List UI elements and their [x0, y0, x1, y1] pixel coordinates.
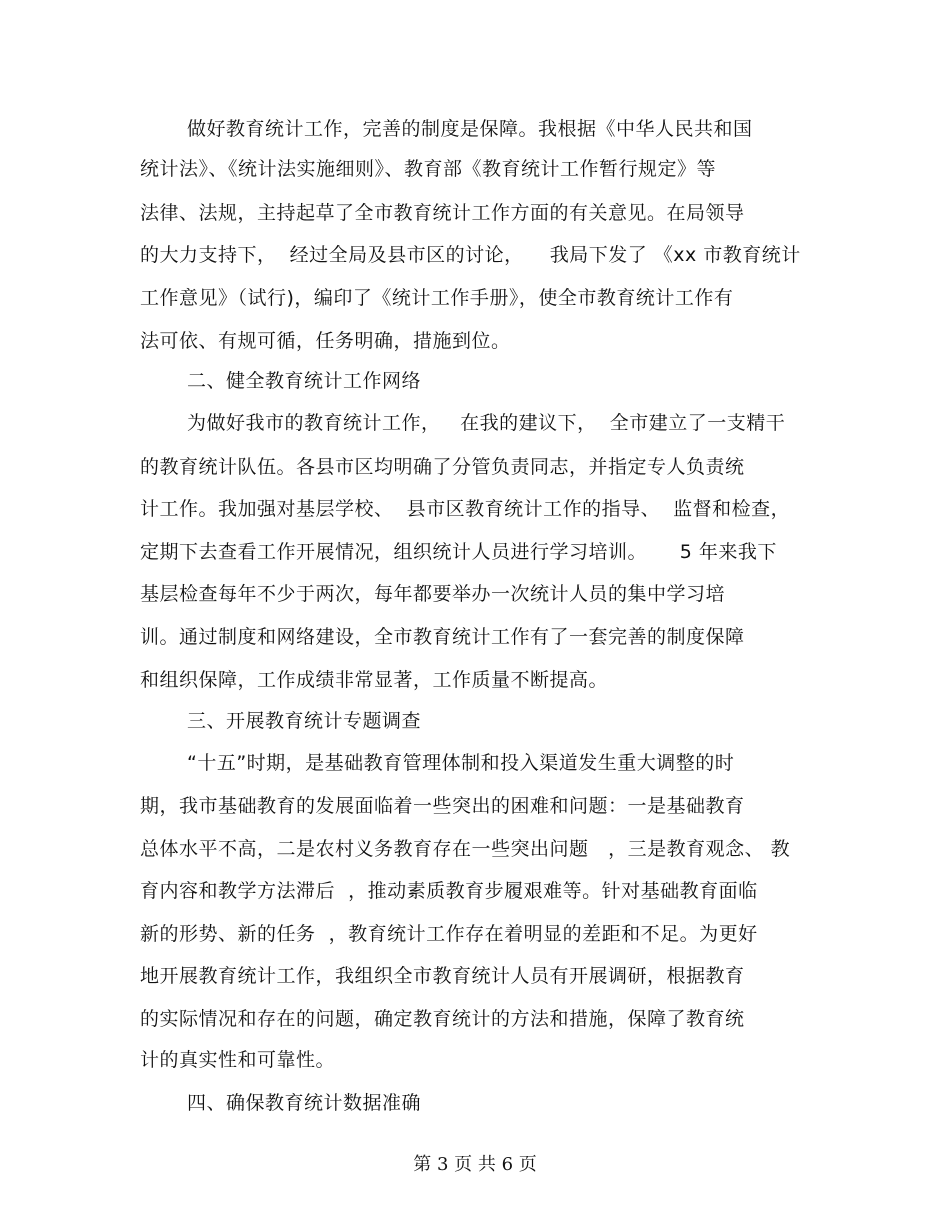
paragraph-2-line-3: 计工作。我加强对基层学校、 县市区教育统计工作的指导、 监督和检查，: [140, 498, 791, 520]
paragraph-3-line-6: 地开展教育统计工作，我组织全市教育统计人员有开展调研，根据教育: [140, 965, 745, 987]
page-footer: 第 3 页 共 6 页: [413, 1154, 537, 1175]
paragraph-1-line-1: 做好教育统计工作，完善的制度是保障。我根据《中华人民共和国: [187, 118, 753, 140]
paragraph-1-line-5: 工作意见》（试行)，编印了《统计工作手册》，使全市教育统计工作有: [140, 287, 734, 309]
paragraph-2-line-1: 为做好我市的教育统计工作， 在我的建议下， 全市建立了一支精干: [187, 412, 786, 434]
paragraph-2-line-2: 的教育统计队伍。各县市区均明确了分管负责同志，并指定专人负责统: [140, 456, 745, 478]
paragraph-3-line-7: 的实际情况和存在的问题，确定教育统计的方法和措施，保障了教育统: [140, 1008, 745, 1030]
paragraph-3-line-4: 育内容和教学方法滞后 ，推动素质教育步履艰难等。针对基础教育面临: [140, 880, 758, 902]
section-heading-4: 四、确保教育统计数据准确: [187, 1092, 422, 1114]
paragraph-1-line-3: 法律、法规，主持起草了全市教育统计工作方面的有关意见。在局领导: [140, 202, 745, 224]
paragraph-3-line-2: 期，我市基础教育的发展面临着一些突出的困难和问题：一是基础教育: [140, 795, 745, 817]
paragraph-3-line-1: “十五”时期，是基础教育管理体制和投入渠道发生重大调整的时: [187, 752, 735, 774]
paragraph-1-line-6: 法可依、有规可循，任务明确，措施到位。: [140, 330, 511, 352]
paragraph-2-line-6: 训。通过制度和网络建设，全市教育统计工作有了一套完善的制度保障: [140, 626, 745, 648]
paragraph-3-line-3: 总体水平不高，二是农村义务教育存在一些突出问题 ，三是教育观念、 教: [140, 838, 791, 860]
section-heading-2: 二、健全教育统计工作网络: [187, 370, 422, 392]
section-heading-3: 三、开展教育统计专题调查: [187, 710, 422, 732]
paragraph-2-line-5: 基层检查每年不少于两次，每年都要举办一次统计人员的集中学习培: [140, 583, 726, 605]
paragraph-2-line-7: 和组织保障，工作成绩非常显著，工作质量不断提高。: [140, 669, 609, 691]
paragraph-1-line-4: 的大力支持下， 经过全局及县市区的讨论， 我局下发了 《xx 市教育统计: [140, 244, 801, 266]
paragraph-3-line-5: 新的形势、新的任务 ，教育统计工作存在着明显的差距和不足。为更好: [140, 923, 758, 945]
paragraph-1-line-2: 统计法》、《统计法实施细则》、教育部《教育统计工作暂行规定》等: [140, 158, 717, 180]
paragraph-3-line-8: 计的真实性和可靠性。: [140, 1049, 336, 1071]
paragraph-2-line-4: 定期下去查看工作开展情况，组织统计人员进行学习培训。 5 年来我下: [140, 541, 777, 563]
